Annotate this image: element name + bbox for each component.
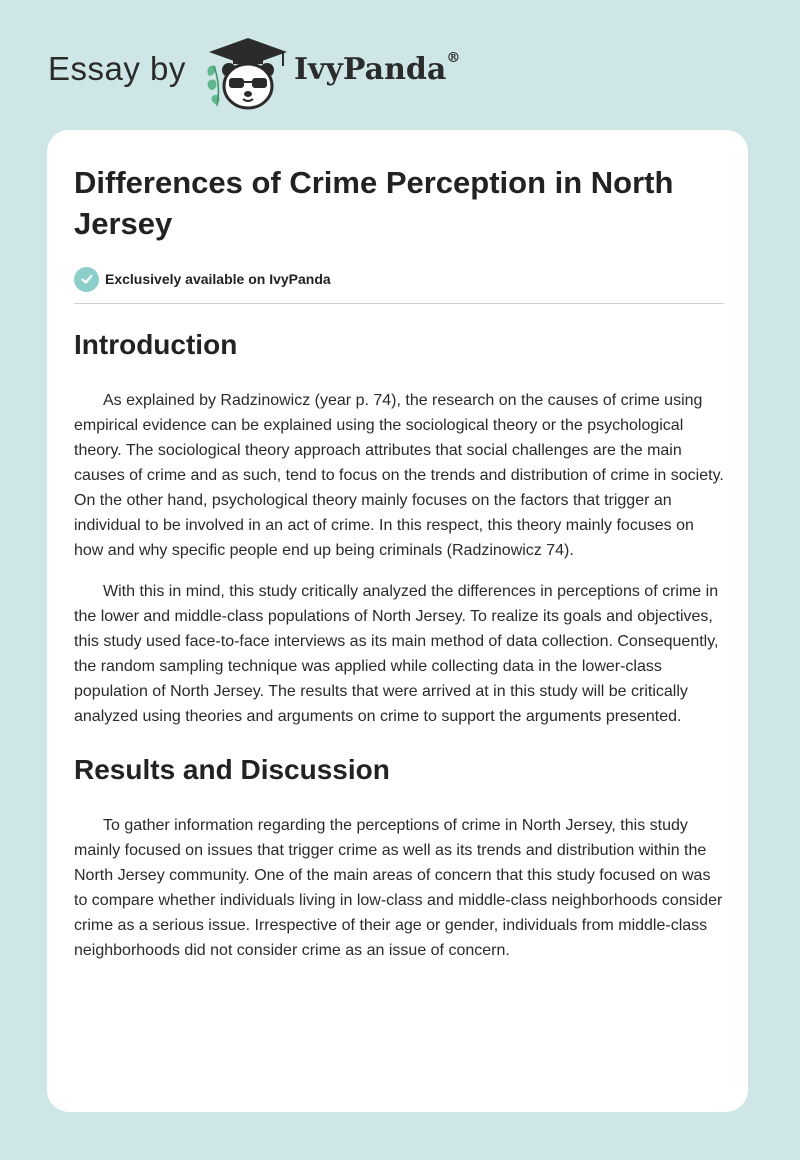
section-heading-introduction: Introduction bbox=[74, 329, 238, 360]
essay-card bbox=[47, 130, 748, 1112]
check-icon bbox=[74, 267, 99, 292]
exclusive-badge bbox=[74, 265, 724, 293]
ivy-leaf-icon bbox=[207, 66, 219, 106]
section-heading-results: Results and Discussion bbox=[74, 754, 390, 785]
site-header bbox=[48, 30, 748, 110]
essay-by-label: Essay by bbox=[48, 50, 186, 87]
essay-title: Differences of Crime Perception in North Jersey bbox=[74, 165, 674, 241]
brand-name[interactable] bbox=[294, 52, 460, 87]
exclusive-text: Exclusively available on IvyPanda bbox=[105, 271, 331, 287]
paragraph: To gather information regarding the perceptions of crime in North Jersey, this study mainly focused on issues that trigger crime as well as its trends and distribution within the North Jersey community. One of the main areas of concern that this study focused on was to compare whether individuals living in low-class and middle-class neighborhoods consider crime as a serious issue. Irrespective of their age or gender, individuals from middle-class neighborhoods did not consider crime as an issue of concern. bbox=[74, 817, 723, 959]
brand-text: IvyPanda bbox=[294, 52, 447, 87]
divider bbox=[74, 303, 724, 304]
paragraph: As explained by Radzinowicz (year p. 74), the research on the causes of crime using empirical evidence can be explained using the sociological theory or the psychological theory. The sociological theory approach attributes that social challenges are the main causes of crime and as such, tend to focus on the trends and distribution of crime in society. On the other hand, psychological theory mainly focuses on the factors that trigger an individual to be involved in an act of crime. In this respect, this theory mainly focuses on how and why specific people end up being criminals (Radzinowicz 74). bbox=[74, 392, 724, 559]
paragraph: With this in mind, this study critically analyzed the differences in perceptions of crime in the lower and middle-class populations of North Jersey. To realize its goals and objectives, this study used face-to-face interviews as its main method of data collection. Consequently, the random sampling technique was applied while collecting data in the lower-class population of North Jersey. The results that were arrived at in this study will be critically analyzed using theories and arguments on crime to support the arguments presented. bbox=[74, 583, 719, 725]
essay-content bbox=[74, 162, 724, 979]
panda-logo-icon[interactable] bbox=[203, 36, 293, 112]
registered-mark: ® bbox=[446, 50, 461, 66]
